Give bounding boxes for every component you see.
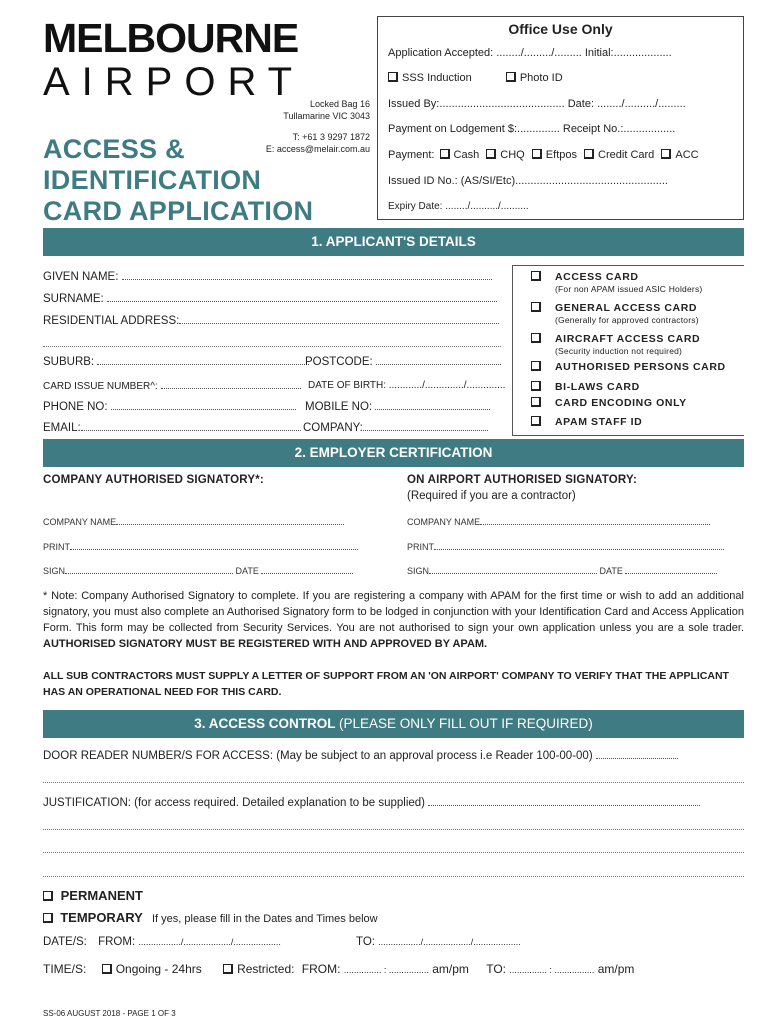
contact-phone: T: +61 3 9297 1872 [292,132,370,142]
date-to-field[interactable]: ................./.................../................... [378,937,521,947]
email-label: EMAIL: [43,422,81,434]
application-accepted[interactable]: Application Accepted: ......../........./......... Initial:................... [388,47,672,59]
sss-induction-label: SSS Induction [402,72,472,84]
right-company-name-field[interactable]: COMPANY NAME [407,516,710,527]
chq-label: CHQ [500,149,525,161]
time-to-ampm: am/pm [597,962,635,976]
mobile-label: MOBILE NO: [305,401,373,413]
permanent-option[interactable] [43,888,143,903]
issued-by[interactable]: Issued By:......................................... Date: ......../........../......... [388,98,686,110]
card-option-apam-staff-id[interactable]: APAM STAFF ID [533,416,642,428]
justification-line4[interactable] [43,876,744,877]
card-option-bi-laws[interactable]: BI-LAWS CARD [533,381,640,393]
card-option-aircraft-access[interactable]: AIRCRAFT ACCESS CARD (Security induction not required) [533,333,700,356]
justification-label: JUSTIFICATION: (for access required. Detailed explanation to be supplied) [43,797,426,809]
restricted-checkbox[interactable] [223,964,233,974]
checkbox-icon[interactable] [531,397,541,407]
time-from-ampm: am/pm [432,962,469,976]
cash-label: Cash [453,149,480,161]
postcode-field[interactable] [305,356,501,368]
photo-id-label: Photo ID [519,72,563,84]
suburb-label: SUBURB: [43,356,95,368]
date-from-label: FROM: [98,936,136,948]
subcontractor-notice: ALL SUB CONTRACTORS MUST SUPPLY A LETTER OF SUPPORT FROM AN 'ON AIRPORT' COMPANY TO VERIFY THAT THE APPLICANT HAS AN OPERATIONAL NEED FOR THIS CARD. [43,670,729,699]
time-to-label: TO: [486,962,506,976]
door-reader-label: DOOR READER NUMBER/S FOR ACCESS: (May be subject to an approval process i.e Reader 100-00-00) [43,750,593,762]
checkbox-icon[interactable] [531,416,541,426]
door-reader-field[interactable] [43,750,678,762]
left-print-field[interactable]: PRINT [43,541,358,552]
residential-label: RESIDENTIAL ADDRESS: [43,315,180,327]
mobile-field[interactable] [305,401,490,413]
section3-title-note: (PLEASE ONLY FILL OUT IF REQUIRED) [338,716,593,731]
cash-checkbox[interactable] [440,149,450,159]
times-label: TIME/S: [43,962,87,976]
form-title [43,134,313,226]
payment-method [388,149,699,161]
justification-line2[interactable] [43,829,744,830]
acc-label: ACC [675,149,699,161]
residential-address-field[interactable] [43,315,499,327]
date-to [356,936,521,948]
suburb-field[interactable] [43,356,309,368]
times-row [43,962,634,976]
signatory-note-bold: AUTHORISED SIGNATORY MUST BE REGISTERED WITH AND APPROVED BY APAM. [43,637,488,650]
on-airport-signatory-note: (Required if you are a contractor) [407,490,576,502]
restricted-label: Restricted: [237,962,295,976]
surname-field[interactable] [43,293,497,305]
section2-header: 2. EMPLOYER CERTIFICATION [43,439,744,467]
on-airport-signatory-heading: ON AIRPORT AUTHORISED SIGNATORY: [407,474,638,486]
dob-label: DATE OF BIRTH: [308,380,386,391]
date-from-field[interactable]: ................./.................../................... [138,937,281,947]
card-option-encoding-only[interactable]: CARD ENCODING ONLY [533,397,687,409]
chq-checkbox[interactable] [486,149,496,159]
card-type-box [512,265,744,436]
postcode-label: POSTCODE: [305,356,373,368]
door-reader-line2[interactable] [43,782,744,783]
permanent-label: PERMANENT [60,888,143,903]
office-use-title: Office Use Only [508,21,613,37]
temporary-checkbox[interactable] [43,913,53,923]
time-from-label: FROM: [301,962,341,976]
email-field[interactable] [43,422,301,434]
expiry-date[interactable]: Expiry Date: ......../........../.......... [388,201,529,212]
payment-label: Payment: [388,149,435,161]
checkbox-icon[interactable] [531,302,541,312]
logo-melbourne: MELBOURNE [43,15,299,61]
left-company-name-field[interactable]: COMPANY NAME [43,516,344,527]
temporary-label: TEMPORARY [60,910,143,925]
signatory-note-text: * Note: Company Authorised Signatory to complete. If you are registering a company with APAM for the first time or wish to add an additional signatory, you must also complete an Authorised Signatory form to be lodged in conjunction with your Identification Card and Access Application Form. This form may be collected from Security Services. You are not authorised to sign your own application unless you are a sole trader. [43,590,744,634]
phone-label: PHONE NO: [43,401,108,413]
dob-blank: ............/............../.............. [388,380,506,391]
title-line1: ACCESS & [43,134,185,164]
given-name-field[interactable] [43,271,492,283]
payment-on-lodgement[interactable]: Payment on Lodgement $:.............. Receipt No.:................. [388,123,676,135]
temporary-option[interactable] [43,910,378,925]
company-signatory-heading: COMPANY AUTHORISED SIGNATORY*: [43,474,264,486]
card-option-authorised-persons[interactable]: AUTHORISED PERSONS CARD [533,361,726,373]
right-print-field[interactable]: PRINT [407,541,724,552]
time-from-field[interactable]: ............... : ................ [343,965,429,975]
card-issue-label: CARD ISSUE NUMBER^: [43,381,158,392]
office-checks [388,72,563,84]
contact-email: E: access@melair.com.au [265,144,370,155]
company-field[interactable] [303,422,488,434]
logo-airport: AIRPORT [43,60,305,104]
left-sign-field[interactable]: SIGN DATE [43,565,353,576]
section3-title: 3. ACCESS CONTROL [194,716,336,731]
justification-field[interactable] [43,797,700,809]
ongoing-label: Ongoing - 24hrs [115,962,202,976]
postal-address [283,98,370,122]
checkbox-icon[interactable] [531,381,541,391]
company-label: COMPANY: [303,422,363,434]
acc-checkbox[interactable] [661,149,671,159]
checkbox-icon[interactable] [531,333,541,343]
checkbox-icon[interactable] [531,271,541,281]
issued-id[interactable]: Issued ID No.: (AS/SI/Etc).................................................. [388,175,668,187]
card-option-general-access[interactable]: GENERAL ACCESS CARD (Generally for approved contractors) [533,302,699,325]
credit-card-label: Credit Card [598,149,655,161]
card-issue-number-field[interactable] [43,380,301,392]
surname-label: SURNAME: [43,293,104,305]
phone-field[interactable] [43,401,296,413]
ongoing-checkbox[interactable] [102,964,112,974]
credit-card-checkbox[interactable] [584,149,594,159]
temporary-note: If yes, please fill in the Dates and Times below [151,913,378,925]
photo-id-checkbox[interactable] [506,72,516,82]
date-to-label: TO: [356,936,375,948]
justification-line3[interactable] [43,852,744,853]
right-sign-field[interactable]: SIGN DATE [407,565,717,576]
card-option-access[interactable]: ACCESS CARD (For non APAM issued ASIC Holders) [533,271,702,294]
section3-header [43,710,744,738]
dates-label: DATE/S: [43,936,87,948]
address-line1: Locked Bag 16 [309,99,370,109]
given-name-label: GIVEN NAME: [43,271,119,283]
dates-row [43,936,281,948]
eftpos-label: Eftpos [545,149,577,161]
page-footer: SS-06 AUGUST 2018 - PAGE 1 OF 3 [43,1009,176,1018]
permanent-checkbox[interactable] [43,891,53,901]
title-line2: IDENTIFICATION [43,164,262,195]
checkbox-icon[interactable] [531,361,541,371]
office-use-box [377,16,744,220]
residential-address-line2[interactable] [43,346,501,347]
sss-induction-checkbox[interactable] [388,72,398,82]
date-of-birth-field[interactable] [308,380,505,391]
address-line2: Tullamarine VIC 3043 [283,111,370,122]
time-to-field[interactable]: ............... : ................ [509,965,595,975]
eftpos-checkbox[interactable] [532,149,542,159]
title-line3: CARD APPLICATION [43,195,314,226]
signatory-note [43,589,744,653]
section1-header: 1. APPLICANT'S DETAILS [43,228,744,256]
